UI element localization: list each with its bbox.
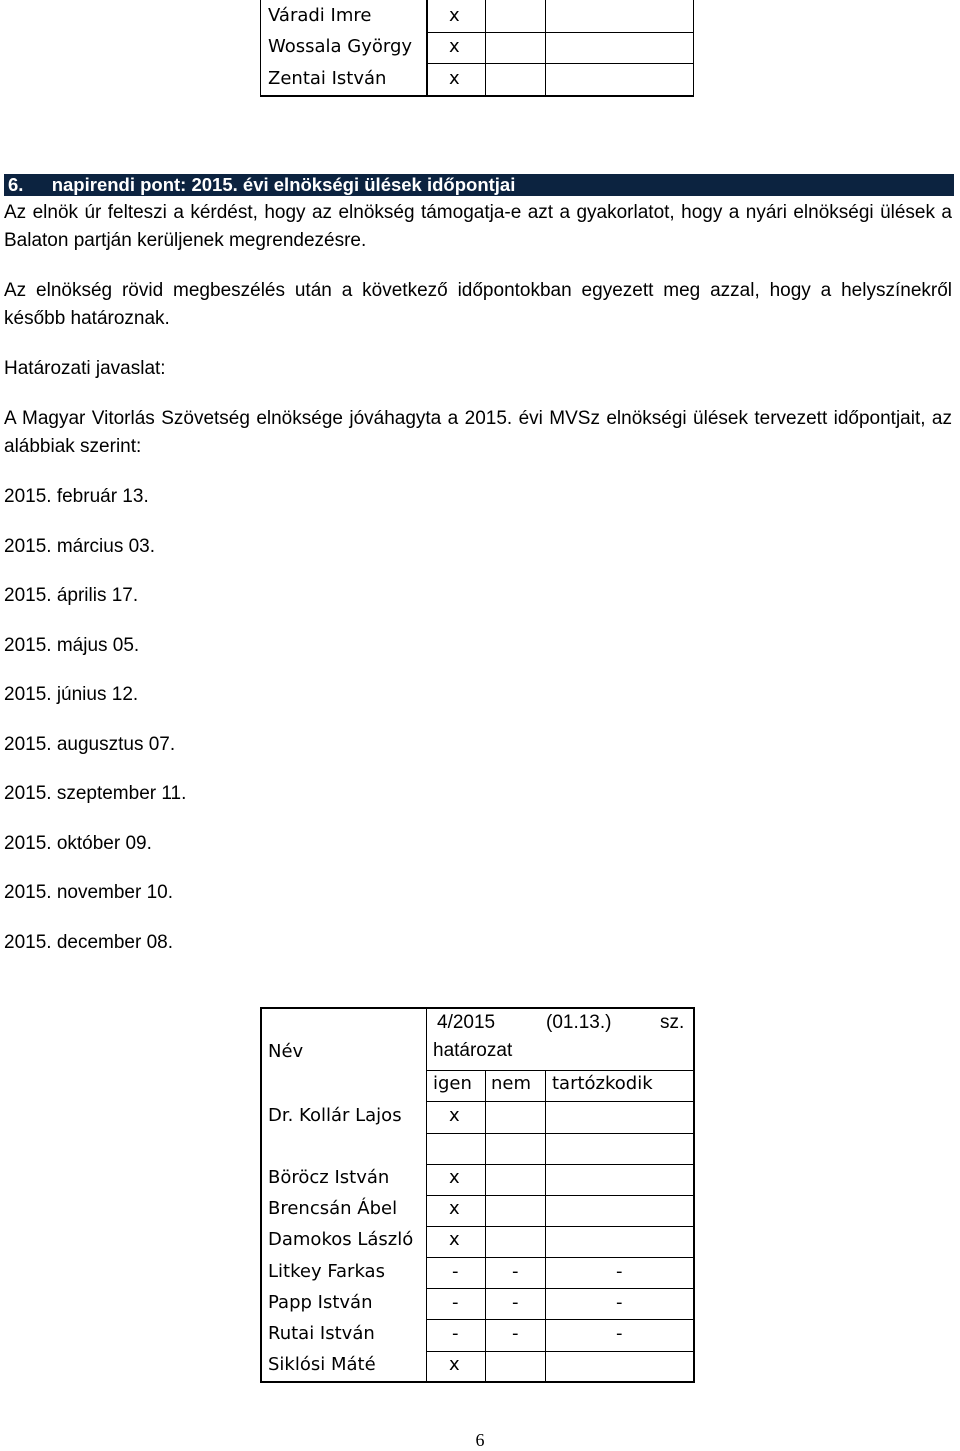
vote-yes-mark: x <box>449 5 460 26</box>
member-name: Litkey Farkas <box>268 1261 385 1282</box>
vote-abstain-mark: - <box>616 1292 623 1313</box>
vote-yes-mark: x <box>449 1167 460 1188</box>
list-item: 2015. november 10. <box>4 882 174 903</box>
vote-no-mark: - <box>512 1261 519 1282</box>
vote-yes-mark: x <box>449 36 460 57</box>
member-name: Papp István <box>268 1292 373 1313</box>
vote-yes-mark: x <box>449 1229 460 1250</box>
vote-yes-mark: x <box>449 68 460 89</box>
member-name: Zentai István <box>268 68 387 89</box>
vote-abstain-mark: - <box>616 1323 623 1344</box>
member-name: Brencsán Ábel <box>268 1198 398 1219</box>
list-item: 2015. május 05. <box>4 635 140 656</box>
table-row <box>268 36 412 57</box>
list-item: 2015. február 13. <box>4 486 149 507</box>
vote-yes-mark: - <box>452 1292 459 1313</box>
list-item: 2015. április 17. <box>4 585 139 606</box>
member-name: Dr. Kollár Lajos <box>268 1105 402 1126</box>
list-item: 2015. június 12. <box>4 684 139 705</box>
member-name: Rutai István <box>268 1323 375 1344</box>
vote-no-mark: - <box>512 1323 519 1344</box>
list-item: 2015. március 03. <box>4 536 156 557</box>
resolution-date: (01.13.) <box>546 1012 612 1033</box>
proposal-label: Határozati javaslat: <box>4 358 166 379</box>
vote-yes-mark: x <box>449 1354 460 1375</box>
vote-yes-mark: - <box>452 1261 459 1282</box>
list-item: 2015. december 08. <box>4 932 174 953</box>
resolution-number: 4/2015 <box>437 1012 496 1033</box>
table-row <box>268 5 371 26</box>
column-header-abstain: tartózkodik <box>552 1073 653 1094</box>
agenda-title: napirendi pont: 2015. évi elnökségi ülések időpontjai <box>51 174 516 195</box>
name-column-header: Név <box>268 1041 304 1062</box>
paragraph-agreement: Az elnökség rövid megbeszélés után a következő időpontokban egyezett meg azzal, hogy a helyszínekről később határoznak. <box>4 280 952 329</box>
vote-abstain-mark: - <box>616 1261 623 1282</box>
agenda-number: 6. <box>8 174 24 195</box>
vote-no-mark: - <box>512 1292 519 1313</box>
section-heading <box>8 174 515 196</box>
list-item: 2015. szeptember 11. <box>4 783 187 804</box>
paragraph-question: Az elnök úr felteszi a kérdést, hogy az elnökség támogatja-e azt a gyakorlatot, hogy a nyári elnökségi ülések a Balaton partján kerüljenek megrendezésre. <box>4 202 952 251</box>
resolution-suffix: sz. <box>660 1012 685 1033</box>
member-name: Böröcz István <box>268 1167 390 1188</box>
member-name: Váradi Imre <box>268 5 372 26</box>
paragraph-resolution: A Magyar Vitorlás Szövetség elnöksége jóváhagyta a 2015. évi MVSz elnökségi ülések tervezett időpontjait, az alábbiak szerint: <box>4 408 952 457</box>
vote-yes-mark: x <box>449 1198 460 1219</box>
column-header-no: nem <box>491 1073 532 1094</box>
vote-yes-mark: - <box>452 1323 459 1344</box>
list-item: 2015. október 09. <box>4 833 152 854</box>
member-name: Wossala György <box>268 36 413 57</box>
member-name: Siklósi Máté <box>268 1354 376 1375</box>
resolution-label: határozat <box>433 1040 513 1061</box>
table-row <box>268 68 386 89</box>
list-item: 2015. augusztus 07. <box>4 734 176 755</box>
page-number: 6 <box>475 1430 485 1450</box>
vote-yes-mark: x <box>449 1105 460 1126</box>
member-name: Damokos László <box>268 1229 414 1250</box>
column-header-yes: igen <box>433 1073 472 1094</box>
